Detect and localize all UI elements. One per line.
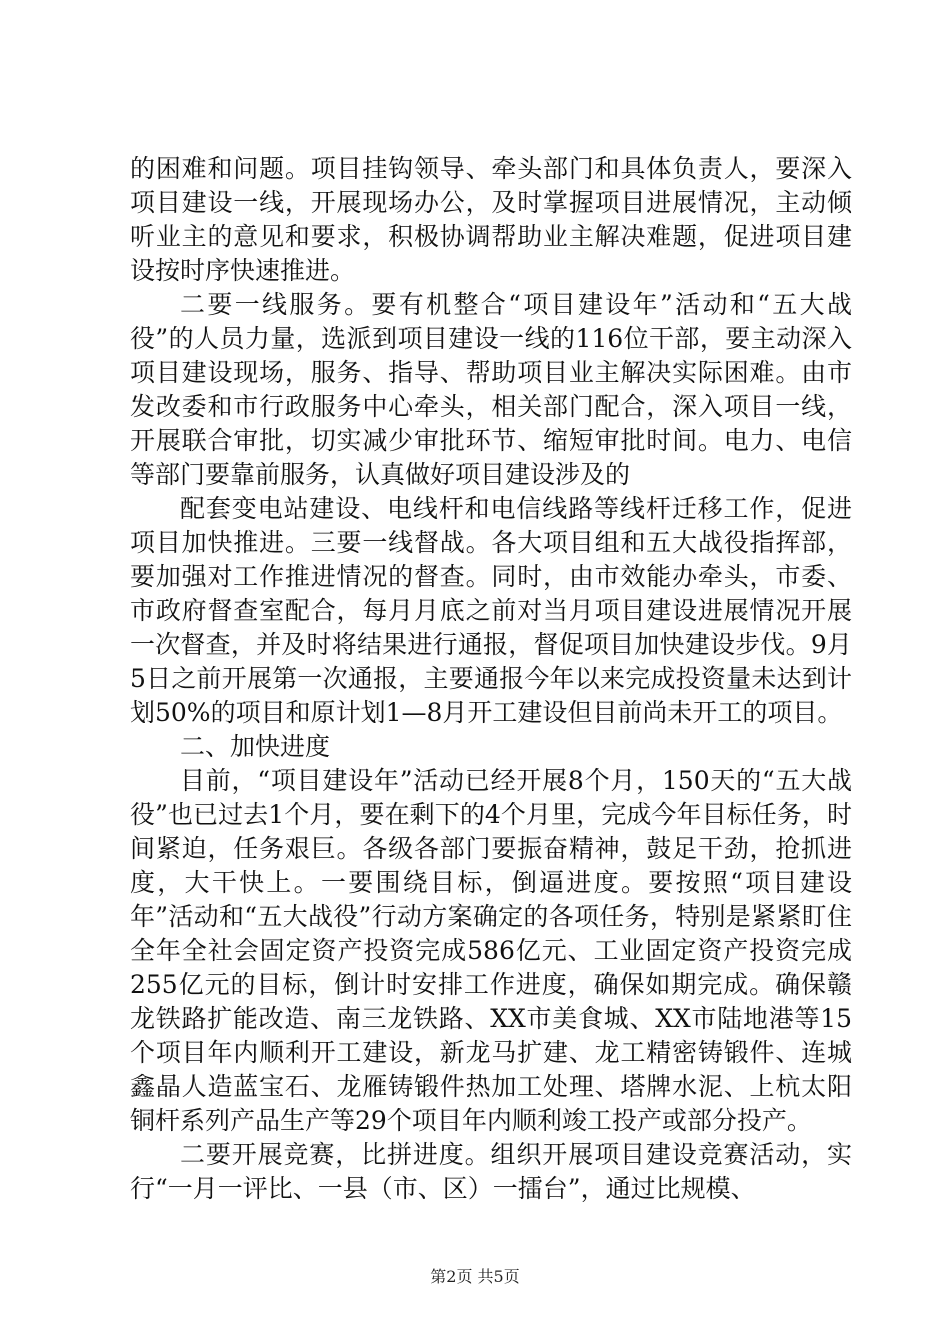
paragraph-4: 目前，“项目建设年”活动已经开展8个月，150天的“五大战役”也已过去1个月，要在剩下的4个月里，完成今年目标任务，时间紧迫，任务艰巨。各级各部门要振奋精神，鼓足干劲，抢抓进度，大干快上。一要围绕目标，倒逼进度。要按照“项目建设年”活动和“五大战役”行动方案确定的各项任务，特别是紧紧盯住全年全社会固定资产投资完成586亿元、工业固定资产投资完成255亿元的目标，倒计时安排工作进度，确保如期完成。确保赣龙铁路扩能改造、南三龙铁路、XX市美食城、XX市陆地港等15个项目年内顺利开工建设，新龙马扩建、龙工精密铸锻件、连城鑫晶人造蓝宝石、龙雁铸锻件热加工处理、塔牌水泥、上杭太阳铜杆系列产品生产等29个项目年内顺利竣工投产或部分投产。 <box>130 766 852 1135</box>
paragraph-5: 二要开展竞赛，比拼进度。组织开展项目建设竞赛活动，实行“一月一评比、一县（市、区）一擂台”，通过比规模、 <box>130 1140 852 1203</box>
document-body <box>130 152 852 1206</box>
paragraph-1: 的困难和问题。项目挂钩领导、牵头部门和具体负责人，要深入项目建设一线，开展现场办公，及时掌握项目进展情况，主动倾听业主的意见和要求，积极协调帮助业主解决难题，促进项目建设按时序快速推进。 <box>130 154 852 285</box>
paragraph-3: 配套变电站建设、电线杆和电信线路等线杆迁移工作，促进项目加快推进。三要一线督战。各大项目组和五大战役指挥部，要加强对工作推进情况的督查。同时，由市效能办牵头，市委、市政府督查室配合，每月月底之前对当月项目建设进展情况开展一次督查，并及时将结果进行通报，督促项目加快建设步伐。9月5日之前开展第一次通报，主要通报今年以来完成投资量未达到计划50%的项目和原计划1—8月开工建设但目前尚未开工的项目。 <box>130 494 852 727</box>
page-footer: 第2页 共5页 <box>430 1267 520 1286</box>
section-heading: 二、加快进度 <box>180 732 331 761</box>
paragraph-2: 二要一线服务。要有机整合“项目建设年”活动和“五大战役”的人员力量，选派到项目建设一线的116位干部，要主动深入项目建设现场，服务、指导、帮助项目业主解决实际困难。由市发改委和市行政服务中心牵头，相关部门配合，深入项目一线，开展联合审批，切实减少审批环节、缩短审批时间。电力、电信等部门要靠前服务，认真做好项目建设涉及的 <box>130 290 852 489</box>
